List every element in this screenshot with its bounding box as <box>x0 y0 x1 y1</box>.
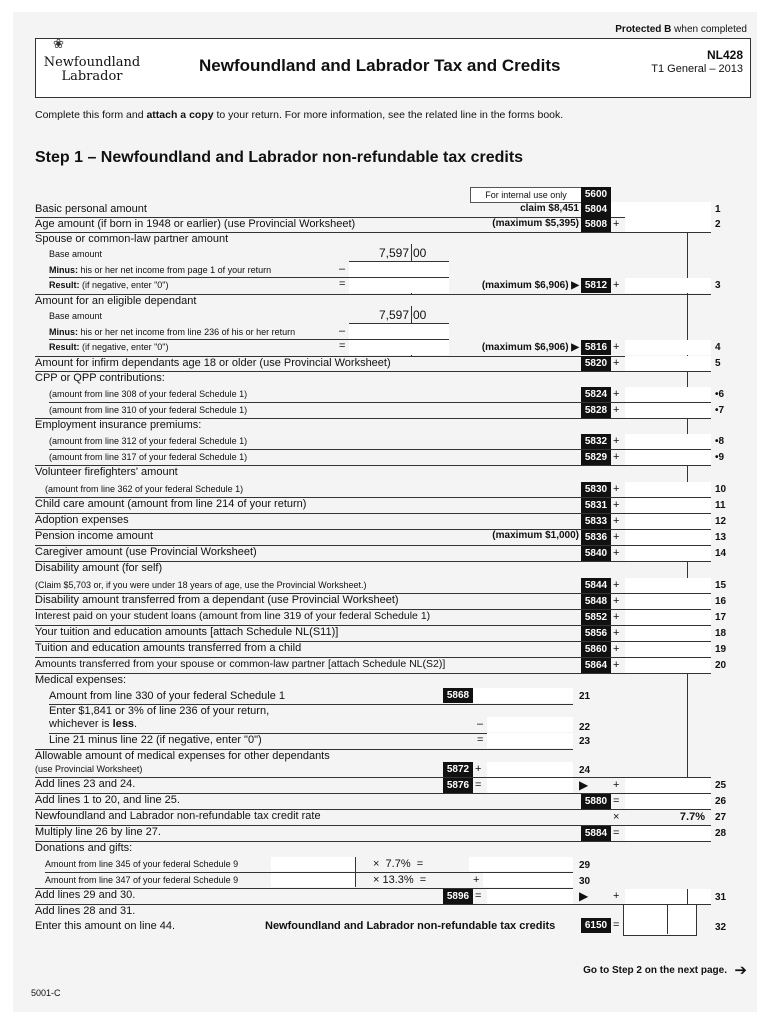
dependant-minus-text: his or her net income from line 236 of his or her return <box>80 327 296 337</box>
form-page <box>13 12 757 1012</box>
row6-op: + <box>613 388 620 400</box>
line6-number: •6 <box>715 389 725 400</box>
spouse-base-cents: 00 <box>413 246 427 260</box>
row27-label: Newfoundland and Labrador non-refundable tax credit rate <box>35 810 321 822</box>
row8-op: + <box>613 435 620 447</box>
row28-label: Multiply line 26 by line 27. <box>35 826 161 838</box>
row24-op: + <box>475 763 482 775</box>
row10-op: + <box>613 483 620 495</box>
dependant-result-op: = <box>339 340 346 352</box>
line29-input[interactable] <box>469 857 573 871</box>
minus-prefix: Minus: <box>49 265 78 275</box>
code-5856: 5856 <box>581 626 611 641</box>
sep <box>667 904 668 934</box>
code-5816: 5816 <box>581 340 611 355</box>
code-5832: 5832 <box>581 434 611 449</box>
row28-op: = <box>613 827 620 839</box>
form-subtitle: T1 General – 2013 <box>651 63 743 75</box>
row13-label: Pension income amount <box>35 530 154 542</box>
code-5831: 5831 <box>581 498 611 513</box>
code-5600: 5600 <box>581 187 611 202</box>
line15-number: 15 <box>715 580 727 591</box>
donations-heading: Donations and gifts: <box>35 842 133 854</box>
code-5872: 5872 <box>443 762 473 777</box>
line15-input[interactable] <box>625 578 711 593</box>
line32-input[interactable] <box>623 904 697 936</box>
line12-input[interactable] <box>625 514 711 529</box>
row11-op: + <box>613 499 620 511</box>
row14-op: + <box>613 547 620 559</box>
line13-number: 13 <box>715 532 727 543</box>
sep <box>687 889 688 904</box>
row27-op: × <box>613 811 620 823</box>
rule <box>49 449 711 450</box>
row30-op: + <box>473 874 480 886</box>
row19-label: Tuition and education amounts transferred from a child <box>35 642 302 654</box>
row2-note: (maximum $5,395) <box>492 218 579 229</box>
intro-pre: Complete this form and <box>35 109 147 121</box>
protected-suffix: when completed <box>674 24 747 35</box>
row23-op: = <box>477 734 484 746</box>
line20-input[interactable] <box>625 658 711 673</box>
row22-label1: Enter $1,841 or 3% of line 236 of your return, <box>49 705 270 717</box>
form-id: 5001-C <box>31 988 61 998</box>
line16-input[interactable] <box>625 594 711 609</box>
code-5804: 5804 <box>581 202 611 217</box>
row22-label2: whichever is less. <box>49 718 138 730</box>
cpp-heading: CPP or QPP contributions: <box>35 372 165 384</box>
row32-op: = <box>613 919 620 931</box>
row30-label: Amount from line 347 of your federal Schedule 9 <box>45 875 239 885</box>
row9-label: (amount from line 317 of your federal Schedule 1) <box>49 452 248 462</box>
row23-label: Line 21 minus line 22 (if negative, enter "0") <box>49 734 262 746</box>
row24-label2: (use Provincial Worksheet) <box>35 764 143 774</box>
spouse-minus-label <box>49 265 271 275</box>
code-5868: 5868 <box>443 688 473 703</box>
line25-sub-input[interactable] <box>487 778 573 793</box>
less-bold: less <box>112 718 134 730</box>
row4-note: (maximum $6,906) ▶ <box>481 342 579 353</box>
line22-input[interactable] <box>487 717 573 732</box>
code-5824: 5824 <box>581 387 611 402</box>
row18-op: + <box>613 627 620 639</box>
row10-label: (amount from line 362 of your federal Schedule 1) <box>45 484 244 494</box>
row19-op: + <box>613 643 620 655</box>
row3-note: (maximum $6,906) ▶ <box>481 280 579 291</box>
row21-label: Amount from line 330 of your federal Schedule 1 <box>49 690 286 702</box>
code-5828: 5828 <box>581 403 611 418</box>
row1-label: Basic personal amount <box>35 203 147 215</box>
row6-label: (amount from line 308 of your federal Schedule 1) <box>49 389 248 399</box>
result-prefix: Result: <box>49 342 80 352</box>
line5-number: 5 <box>715 358 721 369</box>
line14-input[interactable] <box>625 546 711 561</box>
row32-bold-label: Newfoundland and Labrador non-refundable tax credits <box>265 920 556 932</box>
row14-label: Caregiver amount (use Provincial Worksheet) <box>35 546 257 558</box>
volunteer-heading: Volunteer firefighters' amount <box>35 466 178 478</box>
row31-label: Add lines 29 and 30. <box>35 889 136 901</box>
line11-number: 11 <box>715 500 726 511</box>
row26-op: = <box>613 795 620 807</box>
line6-input[interactable] <box>625 387 711 402</box>
form-title: Newfoundland and Labrador Tax and Credits <box>199 56 561 75</box>
row11-label: Child care amount (amount from line 214 of your return) <box>35 498 307 510</box>
spouse-base-label: Base amount <box>49 249 103 259</box>
dependant-minus-op: – <box>339 325 346 337</box>
code-5884: 5884 <box>581 826 611 841</box>
row25-arrow-icon: ▶ <box>579 778 589 792</box>
row31-arrow-icon: ▶ <box>579 889 589 903</box>
form-code: NL428 <box>706 48 743 62</box>
line4-input[interactable] <box>625 340 711 355</box>
row2-label: Age amount (if born in 1948 or earlier) (use Provincial Worksheet) <box>35 218 356 230</box>
line29-number: 29 <box>579 860 591 871</box>
line18-input[interactable] <box>625 626 711 641</box>
line1-input[interactable] <box>611 202 711 217</box>
spouse-result-text: (if negative, enter "0") <box>82 280 169 290</box>
line3-input[interactable] <box>625 278 711 293</box>
line30-amount-input[interactable] <box>271 873 355 887</box>
dependant-base-label: Base amount <box>49 311 103 321</box>
line9-input[interactable] <box>625 450 711 465</box>
code-5864: 5864 <box>581 658 611 673</box>
next-arrow-icon: ➔ <box>734 962 747 979</box>
row26-label: Add lines 1 to 20, and line 25. <box>35 794 180 806</box>
line3-number: 3 <box>715 280 721 291</box>
row17-op: + <box>613 611 620 623</box>
line5-input[interactable] <box>625 356 711 371</box>
next-page-text: Go to Step 2 on the next page. <box>583 965 727 976</box>
line24-number: 24 <box>579 765 591 776</box>
line29-amount-input[interactable] <box>271 857 355 871</box>
spouse-minus-text: his or her net income from page 1 of your return <box>80 265 272 275</box>
spouse-minus-op: – <box>339 263 346 275</box>
line10-input[interactable] <box>625 482 711 497</box>
rule <box>35 841 711 842</box>
protected-b: Protected B <box>615 24 672 35</box>
line23-input[interactable] <box>487 733 573 748</box>
line13-input[interactable] <box>625 530 711 545</box>
rule <box>49 402 711 403</box>
row1-note: claim $8,451 <box>520 203 579 214</box>
logo-line2: Labrador <box>61 69 123 84</box>
spouse-result-op: = <box>339 278 346 290</box>
flower-logo-icon: ❀ <box>53 36 64 51</box>
row4-op: + <box>613 341 620 353</box>
line25-number: 25 <box>715 780 727 791</box>
line19-number: 19 <box>715 644 727 655</box>
row27-rate: 7.7% <box>679 811 705 823</box>
line19-input[interactable] <box>625 642 711 657</box>
row31-op2: + <box>613 890 620 902</box>
dependant-base-cents: 00 <box>413 308 427 322</box>
line23-number: 23 <box>579 736 591 747</box>
line1-number: 1 <box>715 204 721 215</box>
code-5852: 5852 <box>581 610 611 625</box>
row20-label: Amounts transferred from your spouse or common-law partner [attach Schedule NL(S2)] <box>35 658 446 670</box>
row25-label: Add lines 23 and 24. <box>35 778 136 790</box>
line10-number: 10 <box>715 484 727 495</box>
line31-number: 31 <box>715 892 727 903</box>
line28-input[interactable] <box>625 826 711 841</box>
row17-label: Interest paid on your student loans (amount from line 319 of your federal Schedule 1) <box>35 610 431 622</box>
line2-number: 2 <box>715 219 721 230</box>
spouse-result-label <box>49 280 168 290</box>
intro-text <box>35 109 563 121</box>
row29-label: Amount from line 345 of your federal Schedule 9 <box>45 859 239 869</box>
line17-number: 17 <box>715 612 727 623</box>
spouse-income-input[interactable] <box>349 262 449 277</box>
row9-op: + <box>613 451 620 463</box>
row32-label1: Add lines 28 and 31. <box>35 905 136 917</box>
row25-op: = <box>475 779 482 791</box>
code-5833: 5833 <box>581 514 611 529</box>
line26-input[interactable] <box>625 794 711 809</box>
logo-line1: Newfoundland <box>43 55 141 70</box>
line7-number: •7 <box>715 405 725 416</box>
line12-number: 12 <box>715 516 727 527</box>
row31-op: = <box>475 890 482 902</box>
dependant-base-value: 7,597 <box>378 308 409 322</box>
spouse-base-value: 7,597 <box>378 246 409 260</box>
row15-label: (Claim $5,703 or, if you were under 18 years of age, use the Provincial Worksheet.) <box>35 580 367 590</box>
intro-post: to your return. For more information, see the related line in the forms book. <box>213 109 564 121</box>
row32-label2: Enter this amount on line 44. <box>35 920 176 932</box>
line30-number: 30 <box>579 876 591 887</box>
line25-input[interactable] <box>625 778 711 793</box>
row5-label: Amount for infirm dependants age 18 or older (use Provincial Worksheet) <box>35 357 391 369</box>
medical-heading: Medical expenses: <box>35 674 127 686</box>
line24-input[interactable] <box>487 762 573 777</box>
line2-input[interactable] <box>625 217 711 232</box>
line11-input[interactable] <box>625 498 711 513</box>
row13-op: + <box>613 531 620 543</box>
code-5829: 5829 <box>581 450 611 465</box>
line21-number: 21 <box>579 691 591 702</box>
row18-label: Your tuition and education amounts [attach Schedule NL(S11)] <box>35 626 339 638</box>
line8-input[interactable] <box>625 434 711 449</box>
line31-input[interactable] <box>625 889 711 904</box>
row3-op: + <box>613 279 620 291</box>
ei-heading: Employment insurance premiums: <box>35 419 202 431</box>
code-5860: 5860 <box>581 642 611 657</box>
dependant-result-input[interactable] <box>349 340 449 355</box>
minus-prefix: Minus: <box>49 327 78 337</box>
code-5840: 5840 <box>581 546 611 561</box>
code-5812: 5812 <box>581 278 611 293</box>
row30-mult: × 13.3% = <box>373 874 427 886</box>
row29-mult: × 7.7% = <box>373 858 424 870</box>
line27-number: 27 <box>715 812 727 823</box>
row16-op: + <box>613 595 620 607</box>
result-prefix: Result: <box>49 280 80 290</box>
rule <box>35 777 711 778</box>
code-5808: 5808 <box>581 217 611 232</box>
line16-number: 16 <box>715 596 727 607</box>
intro-bold: attach a copy <box>146 109 214 121</box>
row16-label: Disability amount transferred from a dependant (use Provincial Worksheet) <box>35 594 399 606</box>
nl-logo <box>37 56 147 84</box>
line8-number: •8 <box>715 436 725 447</box>
line26-number: 26 <box>715 796 727 807</box>
spouse-result-input[interactable] <box>349 278 449 293</box>
code-5820: 5820 <box>581 356 611 371</box>
line4-number: 4 <box>715 342 721 353</box>
line21-input[interactable] <box>473 688 573 703</box>
row20-op: + <box>613 659 620 671</box>
internal-use-label: For internal use only <box>470 187 582 203</box>
line31-sub-input[interactable] <box>487 889 573 904</box>
spouse-heading: Spouse or common-law partner amount <box>35 233 229 245</box>
row25-op2: + <box>613 779 620 791</box>
line30-input[interactable] <box>483 873 573 887</box>
line9-number: •9 <box>715 452 725 463</box>
row5-op: + <box>613 357 620 369</box>
sep <box>355 857 356 887</box>
code-5848: 5848 <box>581 594 611 609</box>
disability-heading: Disability amount (for self) <box>35 562 163 574</box>
dependant-income-input[interactable] <box>349 324 449 339</box>
row22-op: – <box>477 718 484 730</box>
row7-label: (amount from line 310 of your federal Schedule 1) <box>49 405 248 415</box>
protected-label <box>615 24 747 35</box>
code-5876: 5876 <box>443 778 473 793</box>
rule <box>35 673 711 674</box>
row13-note: (maximum $1,000) <box>492 530 579 541</box>
line14-number: 14 <box>715 548 727 559</box>
rule <box>35 904 711 905</box>
dependant-result-text: (if negative, enter "0") <box>82 342 169 352</box>
line22-number: 22 <box>579 722 591 733</box>
dependant-heading: Amount for an eligible dependant <box>35 295 197 307</box>
line17-input[interactable] <box>625 610 711 625</box>
line32-number: 32 <box>715 922 727 933</box>
dependant-minus-label <box>49 327 295 337</box>
row24-label1: Allowable amount of medical expenses for other dependants <box>35 750 330 762</box>
code-6150: 6150 <box>581 918 611 933</box>
row15-op: + <box>613 579 620 591</box>
code-5830: 5830 <box>581 482 611 497</box>
row12-label: Adoption expenses <box>35 514 129 526</box>
step-title: Step 1 – Newfoundland and Labrador non-refundable tax credits <box>35 149 524 166</box>
row8-label: (amount from line 312 of your federal Schedule 1) <box>49 436 248 446</box>
row7-op: + <box>613 404 620 416</box>
line28-number: 28 <box>715 828 727 839</box>
row2-op: + <box>613 218 620 230</box>
code-5836: 5836 <box>581 530 611 545</box>
line20-number: 20 <box>715 660 727 671</box>
code-5844: 5844 <box>581 578 611 593</box>
line7-input[interactable] <box>625 403 711 418</box>
line18-number: 18 <box>715 628 727 639</box>
code-5896: 5896 <box>443 889 473 904</box>
row12-op: + <box>613 515 620 527</box>
code-5880: 5880 <box>581 794 611 809</box>
dependant-result-label <box>49 342 168 352</box>
